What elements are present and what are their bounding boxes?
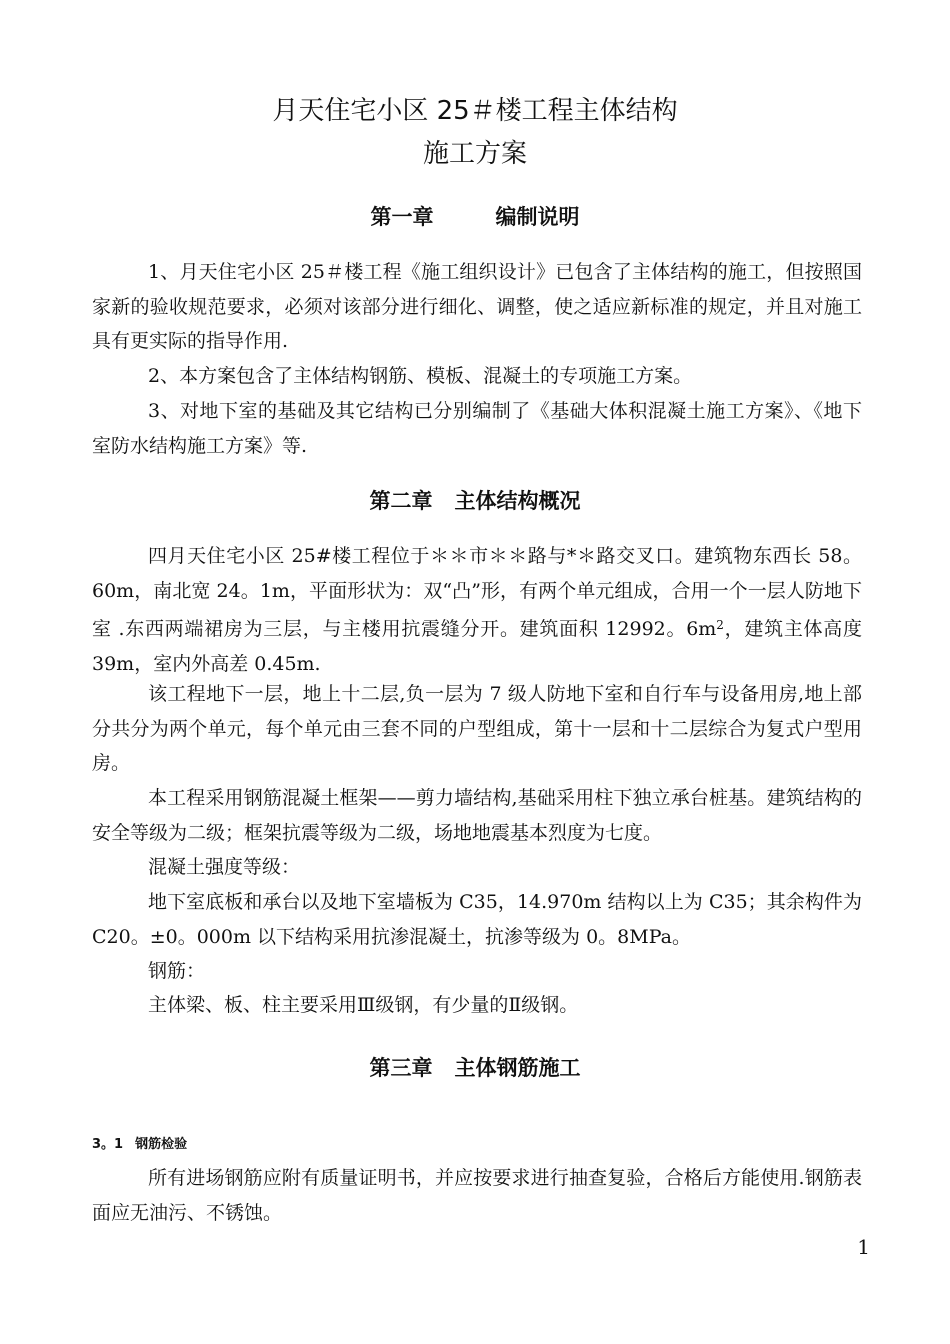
area-unit-superscript: 2 <box>716 618 724 632</box>
chapter-2-paragraph-1 <box>92 539 862 681</box>
document-title-line1: 月天住宅小区 25＃楼工程主体结构 <box>272 96 678 126</box>
chapter-2-paragraph-5: 地下室底板和承台以及地下室墙板为 C35，14.970m 结构以上为 C35；其余构件为 C20。±0。000m 以下结构采用抗渗混凝土，抗渗等级为 0。8MPa。 <box>92 891 862 948</box>
page-number: 1 <box>857 1235 870 1259</box>
chapter-1-name: 编制说明 <box>495 205 580 229</box>
chapter-2-name: 主体结构概况 <box>454 489 581 513</box>
chapter-1-paragraph-2: 2、本方案包含了主体结构钢筋、模板、混凝土的专项施工方案。 <box>148 365 693 387</box>
chapter-3-heading <box>0 1054 950 1082</box>
chapter-2-paragraph-7: 主体梁、板、柱主要采用Ⅲ级钢，有少量的Ⅱ级钢。 <box>148 994 579 1016</box>
chapter-1-heading <box>0 203 950 231</box>
chapter-2-paragraph-4: 混凝土强度等级： <box>148 856 301 878</box>
chapter-2-paragraph-6: 钢筋： <box>148 960 206 982</box>
chapter-1-paragraph-1: 1、月天住宅小区 25＃楼工程《施工组织设计》已包含了主体结构的施工，但按照国家新的验收规范要求，必须对该部分进行细化、调整，使之适应新标准的规定，并且对施工具有更实际的指导作用. <box>92 261 862 352</box>
chapter-2-paragraph-3: 本工程采用钢筋混凝土框架——剪力墙结构,基础采用柱下独立承台桩基。建筑结构的安全等级为二级；框架抗震等级为二级，场地地震基本烈度为七度。 <box>92 787 862 844</box>
chapter-1-number: 第一章 <box>370 205 434 229</box>
section-3-1-heading <box>92 1136 187 1154</box>
chapter-2-heading <box>0 487 950 515</box>
chapter-3-paragraph-1: 所有进场钢筋应附有质量证明书，并应按要求进行抽查复验，合格后方能使用.钢筋表面应无油污、不锈蚀。 <box>92 1167 862 1224</box>
chapter-1-paragraph-3: 3、对地下室的基础及其它结构已分别编制了《基础大体积混凝土施工方案》、《地下室防水结构施工方案》等. <box>92 400 862 457</box>
chapter-2-paragraph-1-text: 四月天住宅小区 25#楼工程位于＊＊市＊＊路与*＊路交叉口。建筑物东西长 58。60m，南北宽 24。1m，平面形状为：双“凸”形，有两个单元组成，合用一个一层人防地下室 .东西两端裙房为三层，与主楼用抗震缝分开。建筑面积 12992。6m <box>92 545 862 640</box>
chapter-2-number: 第二章 <box>369 489 433 513</box>
section-number: 3。1 <box>92 1137 124 1152</box>
chapter-3-number: 第三章 <box>369 1056 433 1080</box>
chapter-2-paragraph-2: 该工程地下一层，地上十二层,负一层为 7 级人防地下室和自行车与设备用房,地上部分共分为两个单元，每个单元由三套不同的户型组成，第十一层和十二层综合为复式户型用房。 <box>92 683 862 774</box>
document-title-line2: 施工方案 <box>422 139 527 169</box>
chapter-3-name: 主体钢筋施工 <box>454 1056 581 1080</box>
chapter-2-paragraph-1-tail: ，建筑主体高度 39m，室内外高差 0.45m. <box>92 618 862 675</box>
section-name: 钢筋检验 <box>135 1137 188 1152</box>
